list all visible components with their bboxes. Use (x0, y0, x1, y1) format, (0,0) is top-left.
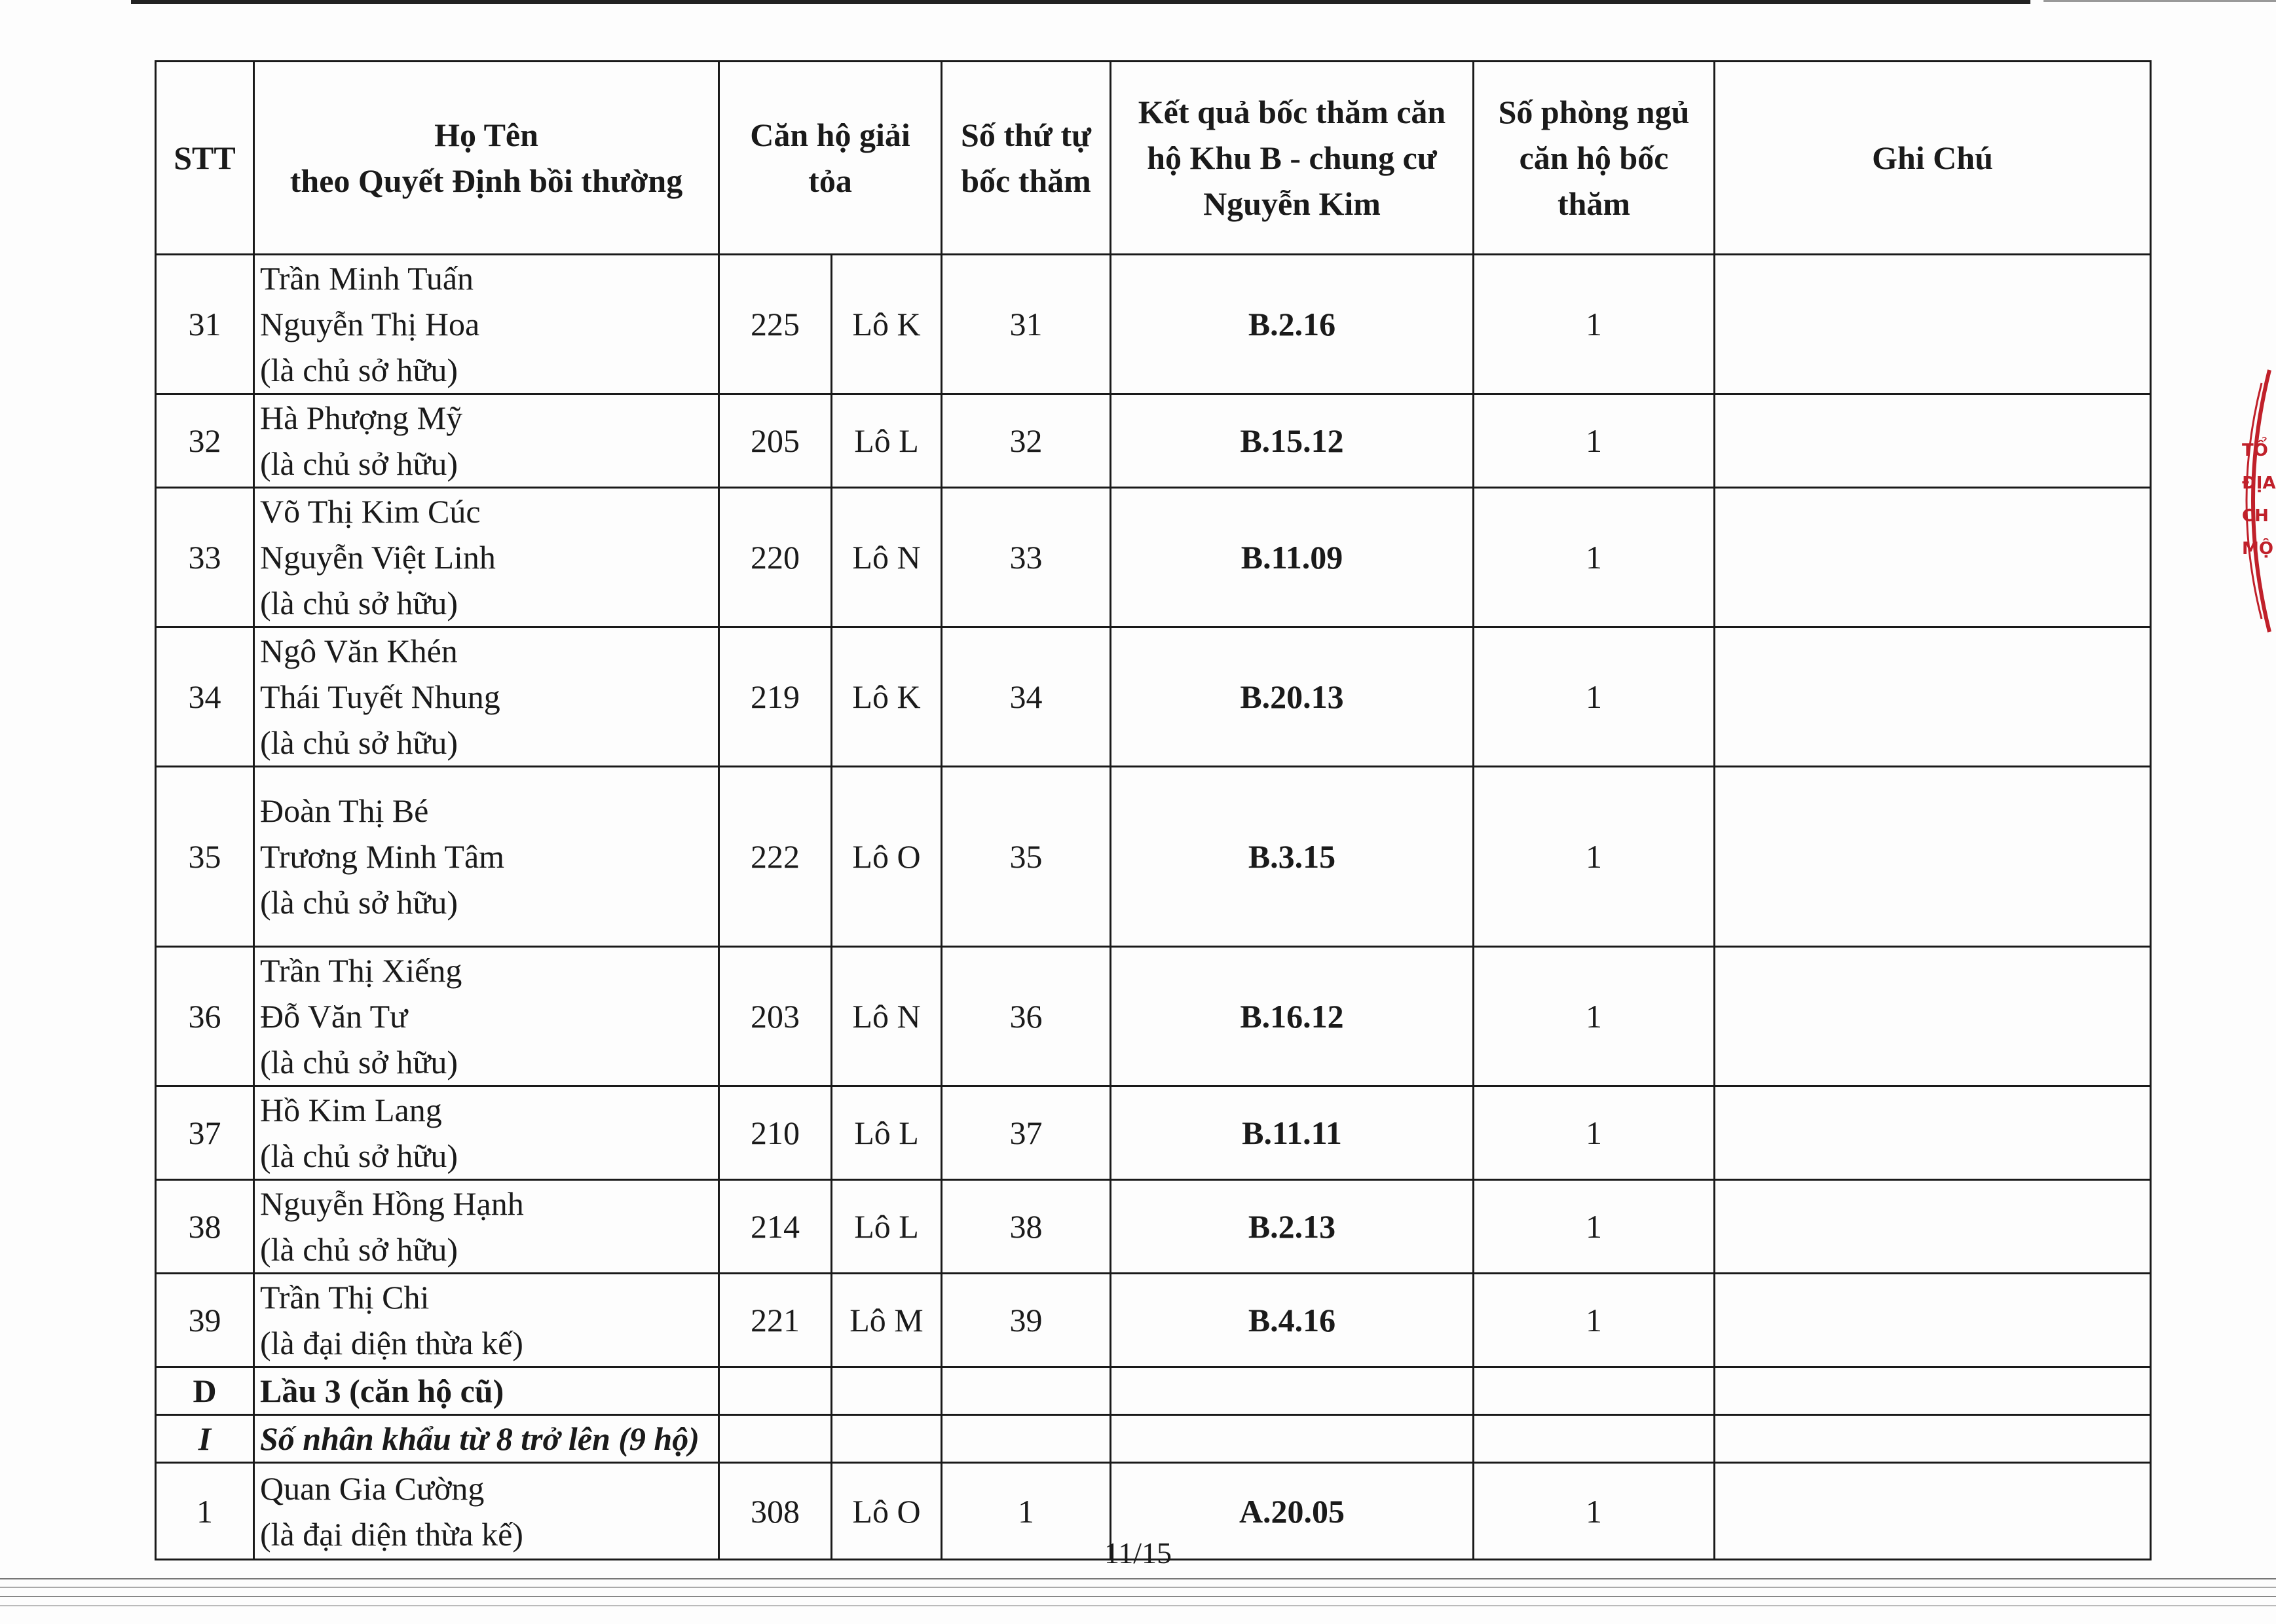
header-row (156, 62, 2151, 255)
cell-lot: Lô L (832, 394, 942, 488)
empty-cell (719, 1415, 832, 1463)
empty-cell (942, 1367, 1111, 1415)
cell-stt: 36 (156, 947, 254, 1086)
table-row (156, 255, 2151, 394)
cell-order: 33 (942, 488, 1111, 627)
cell-unit: 308 (719, 1463, 832, 1560)
header-ghi-chu: Ghi Chú (1715, 62, 2151, 255)
cell-lot: Lô K (832, 627, 942, 767)
header-so-thu-tu: Số thứ tự bốc thăm (942, 62, 1111, 255)
empty-cell (1474, 1415, 1715, 1463)
cell-name: Hà Phượng Mỹ (là chủ sở hữu) (254, 394, 719, 488)
cell-stt: 32 (156, 394, 254, 488)
cell-rooms: 1 (1474, 394, 1715, 488)
cell-lot: Lô L (832, 1180, 942, 1274)
cell-order: 39 (942, 1274, 1111, 1367)
stamp-text: MỘ (2242, 539, 2273, 559)
cell-result: B.4.16 (1111, 1274, 1474, 1367)
table-row (156, 947, 2151, 1086)
table-row (156, 767, 2151, 947)
cell-stt: 31 (156, 255, 254, 394)
stamp-text: ĐỊA (2242, 473, 2276, 493)
cell-name: Trần Thị Chi (là đại diện thừa kế) (254, 1274, 719, 1367)
cell-order: 31 (942, 255, 1111, 394)
cell-lot: Lô M (832, 1274, 942, 1367)
header-so-phong-ngu: Số phòng ngủ căn hộ bốc thăm (1474, 62, 1715, 255)
cell-lot: Lô O (832, 767, 942, 947)
cell-stt: 33 (156, 488, 254, 627)
cell-result: B.15.12 (1111, 394, 1474, 488)
cell-rooms: 1 (1474, 1086, 1715, 1180)
cell-name: Hồ Kim Lang (là chủ sở hữu) (254, 1086, 719, 1180)
section-row-i (156, 1415, 2151, 1463)
cell-order: 32 (942, 394, 1111, 488)
cell-note (1715, 767, 2151, 947)
cell-result: B.20.13 (1111, 627, 1474, 767)
cell-order: 1 (942, 1463, 1111, 1560)
cell-stt: 34 (156, 627, 254, 767)
table-row (156, 627, 2151, 767)
cell-unit: 219 (719, 627, 832, 767)
top-border-line (131, 0, 2030, 4)
cell-note (1715, 1274, 2151, 1367)
cell-result: A.20.05 (1111, 1463, 1474, 1560)
empty-cell (832, 1415, 942, 1463)
cell-result: B.2.16 (1111, 255, 1474, 394)
cell-order: 34 (942, 627, 1111, 767)
cell-order: 37 (942, 1086, 1111, 1180)
cell-rooms: 1 (1474, 627, 1715, 767)
empty-cell (719, 1367, 832, 1415)
cell-result: B.2.13 (1111, 1180, 1474, 1274)
cell-note (1715, 1180, 2151, 1274)
header-name: Họ Tên theo Quyết Định bồi thường (254, 62, 719, 255)
section-code: I (156, 1415, 254, 1463)
empty-cell (1715, 1415, 2151, 1463)
empty-cell (1111, 1415, 1474, 1463)
header-ket-qua: Kết quả bốc thăm căn hộ Khu B - chung cư Nguyễn Kim (1111, 62, 1474, 255)
section-title: Lầu 3 (căn hộ cũ) (254, 1367, 719, 1415)
cell-unit: 203 (719, 947, 832, 1086)
cell-stt: 39 (156, 1274, 254, 1367)
section-code: D (156, 1367, 254, 1415)
cell-note (1715, 947, 2151, 1086)
cell-name: Trần Thị Xiếng Đỗ Văn Tư (là chủ sở hữu) (254, 947, 719, 1086)
table-row (156, 1180, 2151, 1274)
allocation-table (155, 60, 2152, 1560)
red-stamp-fragment (2224, 363, 2276, 638)
page-bottom-edge (0, 1575, 2276, 1624)
cell-unit: 222 (719, 767, 832, 947)
empty-cell (1111, 1367, 1474, 1415)
cell-result: B.11.09 (1111, 488, 1474, 627)
cell-result: B.3.15 (1111, 767, 1474, 947)
cell-unit: 205 (719, 394, 832, 488)
table-row (156, 488, 2151, 627)
cell-rooms: 1 (1474, 1180, 1715, 1274)
cell-stt: 38 (156, 1180, 254, 1274)
cell-stt: 37 (156, 1086, 254, 1180)
empty-cell (942, 1415, 1111, 1463)
cell-order: 36 (942, 947, 1111, 1086)
cell-note (1715, 488, 2151, 627)
cell-stt: 35 (156, 767, 254, 947)
cell-rooms: 1 (1474, 1274, 1715, 1367)
cell-lot: Lô N (832, 488, 942, 627)
cell-unit: 225 (719, 255, 832, 394)
cell-name: Quan Gia Cường (là đại diện thừa kế) (254, 1463, 719, 1560)
cell-note (1715, 627, 2151, 767)
cell-note (1715, 394, 2151, 488)
section-title: Số nhân khẩu từ 8 trở lên (9 hộ) (254, 1415, 719, 1463)
cell-order: 38 (942, 1180, 1111, 1274)
cell-rooms: 1 (1474, 767, 1715, 947)
table-row (156, 1274, 2151, 1367)
cell-result: B.16.12 (1111, 947, 1474, 1086)
top-border-line-right (2043, 0, 2276, 2)
cell-stt: 1 (156, 1463, 254, 1560)
cell-rooms: 1 (1474, 255, 1715, 394)
cell-unit: 220 (719, 488, 832, 627)
cell-name: Ngô Văn Khén Thái Tuyết Nhung (là chủ sở hữu) (254, 627, 719, 767)
cell-lot: Lô O (832, 1463, 942, 1560)
cell-rooms: 1 (1474, 947, 1715, 1086)
header-stt: STT (156, 62, 254, 255)
section-row-d (156, 1367, 2151, 1415)
stamp-arc-icon (2224, 363, 2276, 638)
cell-order: 35 (942, 767, 1111, 947)
cell-lot: Lô N (832, 947, 942, 1086)
cell-name: Nguyễn Hồng Hạnh (là chủ sở hữu) (254, 1180, 719, 1274)
cell-unit: 214 (719, 1180, 832, 1274)
cell-rooms: 1 (1474, 1463, 1715, 1560)
cell-result: B.11.11 (1111, 1086, 1474, 1180)
cell-unit: 210 (719, 1086, 832, 1180)
cell-name: Võ Thị Kim Cúc Nguyễn Việt Linh (là chủ sở hữu) (254, 488, 719, 627)
stamp-text: TỔ (2242, 441, 2268, 460)
cell-lot: Lô K (832, 255, 942, 394)
cell-name: Đoàn Thị Bé Trương Minh Tâm (là chủ sở hữu) (254, 767, 719, 947)
empty-cell (1715, 1367, 2151, 1415)
page-number: 11/15 (1104, 1536, 1172, 1570)
cell-unit: 221 (719, 1274, 832, 1367)
cell-note (1715, 255, 2151, 394)
cell-note (1715, 1086, 2151, 1180)
cell-rooms: 1 (1474, 488, 1715, 627)
cell-lot: Lô L (832, 1086, 942, 1180)
table-row (156, 1086, 2151, 1180)
stamp-text: CH (2242, 506, 2269, 526)
table-row (156, 394, 2151, 488)
cell-name: Trần Minh Tuấn Nguyễn Thị Hoa (là chủ sở hữu) (254, 255, 719, 394)
header-can-ho-giai-toa: Căn hộ giải tỏa (719, 62, 942, 255)
empty-cell (1474, 1367, 1715, 1415)
empty-cell (832, 1367, 942, 1415)
